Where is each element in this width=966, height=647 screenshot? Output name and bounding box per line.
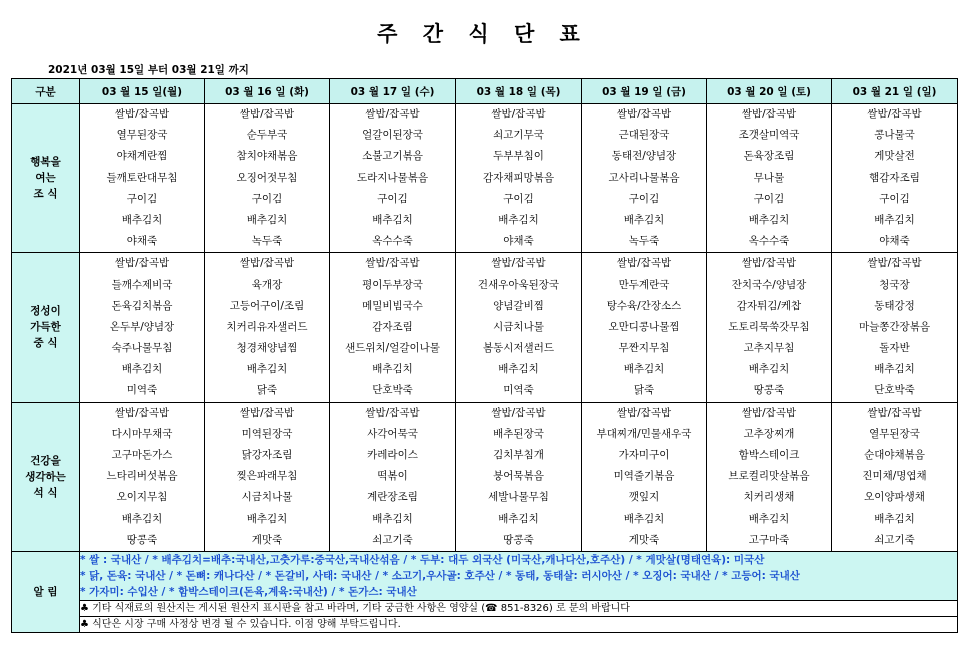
- allergy-line: * 쌀 : 국내산 / * 배추김치=배추:국내산,고춧가루:중국산,국내산섞음 / * 두부: 대두 외국산 (미국산,캐나다산,호주산) / * 게맛살(명태연육): 미국산: [80, 553, 765, 566]
- menu-item: 참치야채볶음: [236, 150, 298, 163]
- menu-item: 게맛죽: [628, 533, 660, 546]
- menu-item: 카레라이스: [367, 449, 418, 461]
- day-header: 03 월 16 일 (화): [205, 79, 330, 104]
- menu-item: 배추김치: [121, 363, 163, 376]
- menu-item: 쇠고기죽: [372, 533, 413, 546]
- menu-item: 근대된장국: [618, 129, 670, 142]
- menu-item: 돌자반: [879, 342, 910, 355]
- day-header: 03 월 17 일 (수): [330, 79, 456, 104]
- menu-item: 닭강자조림: [241, 449, 293, 461]
- menu-item: 쇠고기죽: [874, 533, 915, 546]
- menu-item: 만두계란국: [618, 278, 670, 291]
- menu-item: 함박스테이크: [738, 449, 800, 461]
- menu-item: 건새우아욱된장국: [477, 278, 560, 291]
- allergy-row: [12, 551, 958, 600]
- day-header: 03 월 20 일 (토): [707, 79, 832, 104]
- menu-item: 봄동시저샐러드: [482, 342, 554, 355]
- menu-item: 야채계란찜: [116, 150, 168, 163]
- menu-item: 탕수육/간장소스: [606, 299, 682, 312]
- menu-item: 배추김치: [498, 213, 539, 226]
- menu-item: 붕어묵볶음: [493, 470, 544, 483]
- menu-item: 두부부침이: [493, 150, 544, 163]
- menu-item: 미역된장국: [241, 427, 293, 440]
- meal-row: [12, 104, 958, 253]
- menu-item: 땅콩죽: [503, 533, 534, 546]
- menu-item: 고구마죽: [748, 533, 790, 546]
- menu-item: 들깨수제비국: [111, 278, 173, 291]
- menu-item: 오만디콩나물찜: [608, 320, 680, 333]
- origin-notice: ♣ 기타 식재료의 원산지는 게시된 원산지 표시판을 참고 바라며, 기타 궁금한 사항은 영양실 (☎ 851-8326) 로 문의 바랍니다: [80, 600, 958, 616]
- menu-item: 구이김: [628, 192, 660, 205]
- menu-item: 배추김치: [498, 512, 539, 525]
- menu-item: 녹두죽: [251, 235, 283, 248]
- day-menu-cell: [330, 104, 456, 253]
- menu-item: 순두부국: [246, 129, 288, 142]
- meal-label-line: 여는: [35, 172, 56, 185]
- menu-item: 구이김: [879, 192, 910, 205]
- menu-item: 쌀밥/잡곡밥: [491, 257, 546, 270]
- day-menu-cell: [80, 104, 205, 253]
- day-menu-cell: [707, 253, 832, 402]
- menu-item: 시금치나물: [241, 491, 293, 504]
- day-menu-cell: [832, 104, 958, 253]
- meal-label: [12, 104, 80, 253]
- menu-item: 배추김치: [874, 213, 915, 226]
- menu-item: 순대야채볶음: [864, 449, 925, 461]
- menu-item: 햄감자조림: [869, 171, 920, 184]
- meal-label-line: 가득한: [30, 321, 61, 334]
- menu-item: 쌀밥/잡곡밥: [114, 406, 170, 419]
- menu-item: 도토리묵쑥갓무침: [728, 320, 810, 333]
- day-header: 03 월 19 일 (금): [582, 79, 707, 104]
- menu-item: 쌀밥/잡곡밥: [867, 406, 922, 419]
- menu-item: 계란장조림: [367, 491, 418, 504]
- menu-item: 배추김치: [874, 512, 915, 525]
- menu-item: 고사리나물볶음: [608, 171, 680, 184]
- day-menu-cell: [832, 402, 958, 551]
- menu-item: 녹두죽: [628, 235, 660, 248]
- menu-item: 단호박죽: [874, 384, 915, 397]
- day-menu-cell: [582, 402, 707, 551]
- menu-item: 느타리버섯볶음: [106, 470, 178, 483]
- meal-row: [12, 402, 958, 551]
- menu-item: 소불고기볶음: [362, 150, 423, 163]
- menu-item: 고추지무침: [743, 342, 795, 355]
- menu-item: 야채죽: [126, 235, 158, 248]
- menu-item: 미역죽: [126, 384, 158, 397]
- menu-item: 오징어젓무침: [236, 171, 298, 184]
- day-menu-cell: [707, 402, 832, 551]
- menu-item: 진미채/명엽채: [862, 470, 927, 483]
- header-row: [12, 79, 958, 104]
- meal-row: [12, 253, 958, 402]
- menu-item: 육개장: [251, 278, 283, 291]
- menu-item: 배추김치: [121, 512, 163, 525]
- menu-item: 배추김치: [246, 213, 288, 226]
- menu-item: 옥수수죽: [748, 235, 790, 248]
- day-menu-cell: [456, 104, 582, 253]
- day-header: 03 월 18 일 (목): [456, 79, 582, 104]
- menu-item: 배추김치: [498, 363, 539, 376]
- menu-item: 찢은파래무침: [236, 470, 298, 483]
- menu-item: 쌀밥/잡곡밥: [365, 257, 420, 270]
- meal-label-line: 조 식: [33, 188, 58, 201]
- menu-item: 열무된장국: [869, 427, 920, 440]
- menu-item: 구이김: [251, 192, 283, 205]
- menu-item: 오이지무침: [116, 491, 168, 504]
- menu-item: 청국장: [879, 278, 910, 291]
- menu-item: 얼갈이된장국: [362, 129, 423, 142]
- menu-item: 쌀밥/잡곡밥: [365, 406, 420, 419]
- day-header: 03 월 21 일 (일): [832, 79, 958, 104]
- menu-item: 평이두부장국: [362, 278, 423, 291]
- menu-item: 브로컬리맛살볶음: [728, 470, 810, 483]
- menu-item: 배추김치: [748, 363, 790, 376]
- menu-item: 쌀밥/잡곡밥: [867, 257, 922, 270]
- menu-item: 쌀밥/잡곡밥: [741, 257, 797, 270]
- menu-item: 고구마돈가스: [111, 449, 173, 461]
- menu-item: 샌드위치/얼갈이나물: [345, 342, 440, 355]
- menu-item: 쌀밥/잡곡밥: [741, 406, 797, 419]
- menu-item: 떡볶이: [377, 470, 408, 483]
- menu-item: 고추장찌개: [743, 427, 795, 440]
- weekly-menu-table: [11, 78, 958, 633]
- menu-item: 쌀밥/잡곡밥: [239, 257, 295, 270]
- menu-item: 야채죽: [503, 235, 534, 248]
- allergy-line: * 가자미: 수입산 / * 함박스테이크(돈육,계육:국내산) / * 돈가스: 국내산: [80, 585, 417, 598]
- category-header: 구분: [12, 79, 80, 104]
- menu-item: 미역죽: [503, 384, 534, 397]
- menu-item: 조갯살미역국: [738, 129, 800, 142]
- menu-item: 동태전/양념장: [611, 150, 677, 163]
- day-menu-cell: [205, 253, 330, 402]
- menu-item: 구이김: [753, 192, 785, 205]
- meal-label-line: 정성이: [30, 305, 61, 318]
- menu-item: 가자미구이: [618, 449, 670, 461]
- misc-row: [12, 600, 958, 616]
- meal-label-line: 중 식: [33, 337, 58, 350]
- menu-item: 쌀밥/잡곡밥: [239, 406, 295, 419]
- menu-item: 무짠지무침: [618, 342, 670, 355]
- menu-item: 치커리유자샐러드: [226, 320, 308, 333]
- page-title: 주 간 식 단 표: [377, 22, 589, 46]
- menu-item: 구이김: [126, 192, 158, 205]
- menu-item: 감자조림: [372, 320, 413, 333]
- menu-item: 옥수수죽: [372, 235, 413, 248]
- menu-item: 배추김치: [246, 363, 288, 376]
- day-menu-cell: [582, 253, 707, 402]
- day-menu-cell: [205, 402, 330, 551]
- menu-item: 감자채피망볶음: [482, 171, 554, 184]
- day-header: 03 월 15 일(월): [80, 79, 205, 104]
- menu-item: 쌀밥/잡곡밥: [491, 406, 546, 419]
- menu-item: 동태강정: [874, 299, 915, 312]
- menu-item: 도라지나물볶음: [356, 171, 428, 184]
- menu-item: 쌀밥/잡곡밥: [867, 108, 922, 120]
- date-range: 2021년 03월 15일 부터 03월 21일 까지: [48, 64, 249, 76]
- menu-item: 오이양파생채: [864, 491, 925, 504]
- menu-item: 배추김치: [748, 512, 790, 525]
- menu-item: 배추김치: [372, 512, 413, 525]
- menu-item: 치커리생채: [743, 491, 795, 504]
- menu-item: 쌀밥/잡곡밥: [365, 108, 420, 120]
- menu-item: 고등어구이/조림: [229, 299, 305, 312]
- menu-item: 김치부침개: [493, 449, 544, 461]
- menu-item: 감자튀김/케찹: [736, 299, 802, 312]
- menu-item: 부대찌개/민물새우국: [596, 427, 692, 440]
- menu-item: 사각어묵국: [367, 427, 418, 440]
- menu-item: 온두부/양념장: [109, 320, 175, 333]
- menu-item: 땅콩죽: [126, 533, 158, 546]
- menu-item: 잔치국수/양념장: [731, 278, 807, 291]
- menu-item: 게맛살전: [874, 150, 915, 163]
- menu-item: 돈육김치볶음: [111, 299, 173, 312]
- change-notice: ♣ 식단은 시장 구매 사정상 변경 될 수 있습니다. 이점 양해 부탁드립니다.: [80, 616, 958, 632]
- menu-item: 콩나물국: [874, 129, 915, 142]
- allergy-info: [80, 551, 958, 600]
- menu-item: 야채죽: [879, 235, 910, 248]
- menu-item: 쌀밥/잡곡밥: [491, 108, 546, 120]
- menu-item: 쌀밥/잡곡밥: [114, 108, 170, 120]
- menu-item: 닭죽: [256, 384, 278, 397]
- menu-item: 배추김치: [372, 363, 413, 376]
- menu-item: 배추김치: [121, 213, 163, 226]
- menu-item: 쌀밥/잡곡밥: [616, 406, 672, 419]
- menu-item: 쇠고기무국: [493, 129, 544, 142]
- day-menu-cell: [330, 253, 456, 402]
- day-menu-cell: [205, 104, 330, 253]
- menu-item: 구이김: [377, 192, 408, 205]
- menu-item: 쌀밥/잡곡밥: [114, 257, 170, 270]
- menu-item: 단호박죽: [372, 384, 413, 397]
- menu-item: 배추김치: [623, 512, 665, 525]
- allergy-line: * 닭, 돈육: 국내산 / * 돈뼈: 캐나다산 / * 돈갈비, 사태: 국내산 / * 소고기,우사골: 호주산 / * 동태, 동태살: 러시아산 / * 오징어: 국내산 / * 고등어: 국내산: [80, 569, 800, 582]
- menu-item: 들깨토란대무침: [106, 171, 178, 184]
- menu-item: 게맛죽: [251, 533, 283, 546]
- day-menu-cell: [80, 402, 205, 551]
- meal-label-line: 생각하는: [25, 470, 66, 483]
- day-menu-cell: [80, 253, 205, 402]
- day-menu-cell: [456, 253, 582, 402]
- menu-item: 배추김치: [246, 512, 288, 525]
- day-menu-cell: [832, 253, 958, 402]
- menu-item: 배추김치: [623, 363, 665, 376]
- menu-item: 쌀밥/잡곡밥: [616, 108, 672, 120]
- day-menu-cell: [582, 104, 707, 253]
- menu-item: 돈육장조림: [743, 150, 795, 163]
- meal-label-line: 건강을: [30, 454, 61, 467]
- meal-label-line: 행복을: [30, 156, 61, 169]
- day-menu-cell: [330, 402, 456, 551]
- menu-item: 미역줄기볶음: [613, 470, 675, 483]
- menu-item: 숙주나물무침: [111, 342, 173, 355]
- menu-item: 무나물: [753, 171, 785, 184]
- meal-label: [12, 402, 80, 551]
- menu-item: 쌀밥/잡곡밥: [239, 108, 295, 120]
- menu-item: 배추김치: [748, 213, 790, 226]
- menu-item: 시금치나물: [493, 320, 544, 333]
- menu-item: 구이김: [503, 192, 534, 205]
- menu-item: 열무된장국: [116, 129, 168, 142]
- menu-item: 다시마무채국: [111, 427, 173, 440]
- menu-item: 배추된장국: [493, 427, 544, 440]
- menu-item: 배추김치: [623, 213, 665, 226]
- day-menu-cell: [707, 104, 832, 253]
- menu-item: 세발나물무침: [488, 491, 549, 504]
- menu-item: 배추김치: [874, 363, 915, 376]
- menu-item: 쌀밥/잡곡밥: [616, 257, 672, 270]
- meal-label: [12, 253, 80, 402]
- misc-row: [12, 616, 958, 632]
- notes-label: 알 림: [12, 551, 80, 632]
- meal-label-line: 석 식: [33, 486, 58, 499]
- menu-item: 닭죽: [633, 384, 655, 397]
- menu-item: 청경채양념찜: [236, 342, 298, 355]
- menu-item: 마늘쫑간장볶음: [858, 320, 930, 333]
- day-menu-cell: [456, 402, 582, 551]
- menu-item: 쌀밥/잡곡밥: [741, 108, 797, 120]
- menu-item: 땅콩죽: [753, 384, 785, 397]
- menu-item: 배추김치: [372, 213, 413, 226]
- menu-item: 양념갈비찜: [493, 299, 544, 312]
- menu-item: 메밀비빔국수: [362, 299, 423, 312]
- menu-item: 깻잎지: [628, 491, 660, 504]
